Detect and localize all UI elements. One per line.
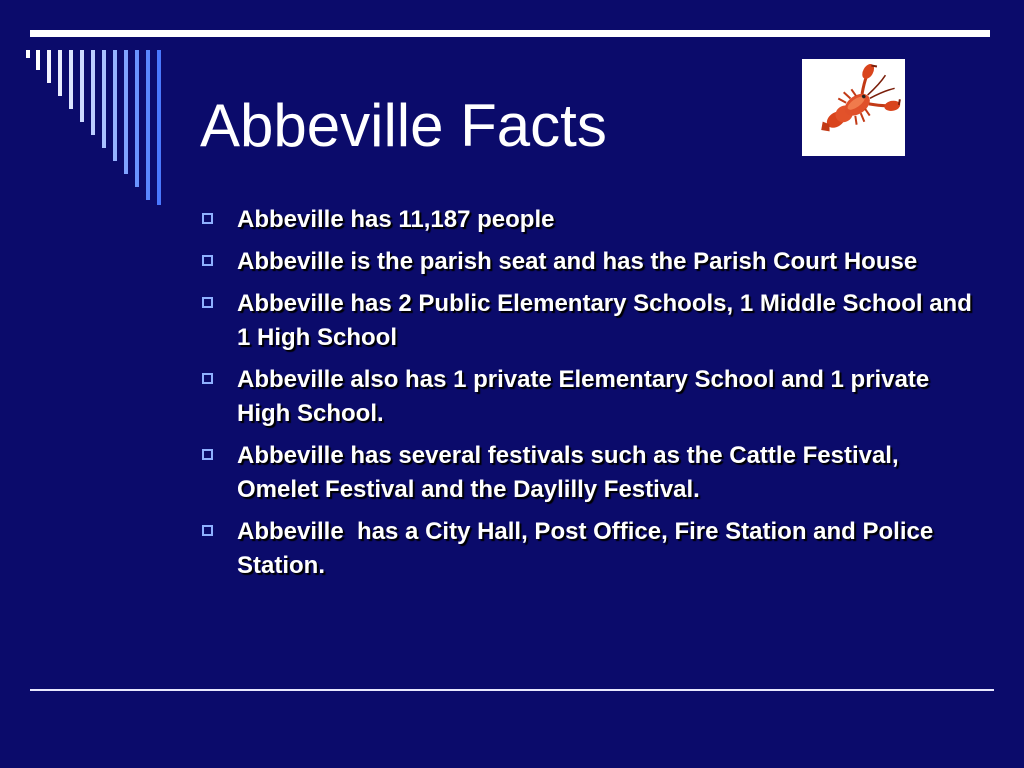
bottom-divider — [30, 689, 994, 691]
bullet-list — [200, 203, 980, 591]
bullet-text: Abbeville has 2 Public Elementary Schools, 1 Middle School and 1 High School — [237, 290, 972, 351]
bullet-text: Abbeville has 11,187 people — [237, 206, 555, 233]
decorative-stripes — [26, 50, 166, 210]
slide-title: Abbeville Facts — [200, 92, 607, 159]
bullet-item — [200, 439, 980, 507]
crawfish-icon — [802, 59, 905, 156]
bullet-text: Abbeville also has 1 private Elementary School and 1 private High School. — [237, 366, 930, 427]
bullet-text: Abbeville is the parish seat and has the Parish Court House — [237, 248, 918, 275]
square-bullet-icon — [202, 525, 213, 536]
square-bullet-icon — [202, 449, 213, 460]
bullet-item — [200, 287, 980, 355]
square-bullet-icon — [202, 373, 213, 384]
square-bullet-icon — [202, 297, 213, 308]
bullet-item — [200, 245, 980, 279]
bullet-item — [200, 515, 980, 583]
square-bullet-icon — [202, 255, 213, 266]
top-divider — [30, 30, 990, 37]
bullet-item — [200, 203, 980, 237]
bullet-text: Abbeville has a City Hall, Post Office, Fire Station and Police Station. — [237, 518, 940, 579]
square-bullet-icon — [202, 213, 213, 224]
bullet-text: Abbeville has several festivals such as the Cattle Festival, Omelet Festival and the Daylilly Festival. — [237, 442, 899, 503]
bullet-item — [200, 363, 980, 431]
